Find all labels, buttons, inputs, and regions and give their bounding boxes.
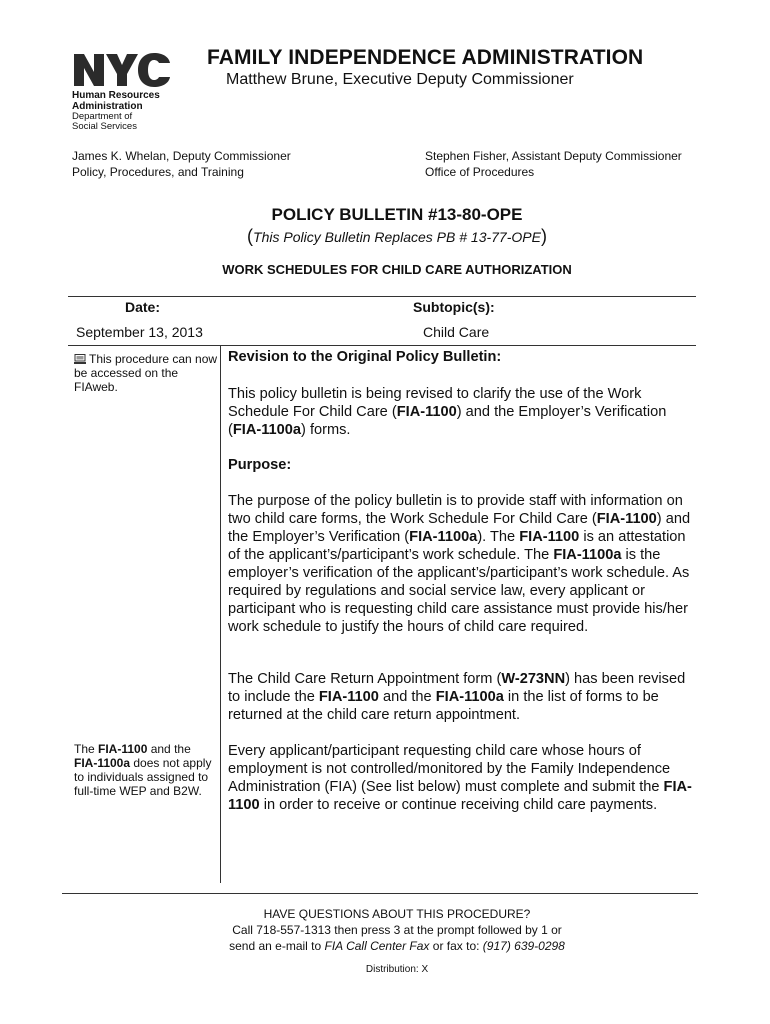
table-top-rule [68,296,696,297]
paragraph-text: This policy bulletin is being revised to clarify the use of the Work Schedule For Child Care ( [228,386,642,420]
paragraph-text: ) has been revised to include the [228,671,686,705]
sidebar-note2-part: and the [147,742,191,756]
nyc-hra-logo [72,52,182,132]
sidebar-note2-part: The [74,742,99,756]
column-divider [220,345,221,883]
distribution-code: Distribution: X [365,964,429,975]
sidebar-note-fiaweb [74,352,224,394]
logo-line-4: Social Services [72,121,137,132]
deputy-commissioner-office: Policy, Procedures, and Training [72,165,244,179]
footer-contact [0,906,770,954]
logo-line-2: Administration [72,101,143,112]
fia-call-center-fax-link[interactable]: FIA Call Center Fax [324,939,430,953]
sidebar-note2-part: does not apply to individuals assigned to full-time WEP and B2W. [74,756,212,798]
form-code: FIA-1100a [553,547,622,563]
computer-icon [74,354,86,364]
form-code: W-273NN [501,671,566,687]
footer-question: HAVE QUESTIONS ABOUT THIS PROCEDURE? [263,907,531,921]
logo-line-1: Human Resources [72,90,160,101]
form-code: FIA-1100a [409,529,478,545]
sidebar-note-fiaweb-text: This procedure can now be accessed on the FIAweb. [74,352,218,394]
purpose-heading: Purpose: [228,457,292,473]
revision-paragraph [228,385,698,439]
footer-text: send an e-mail to [229,939,325,953]
purpose-paragraph [228,492,698,636]
agency-title: FAMILY INDEPENDENCE ADMINISTRATION [207,46,644,69]
assistant-commissioner-office: Office of Procedures [425,165,535,179]
subtopic-value: Child Care [423,324,490,340]
bulletin-note-text: This Policy Bulletin Replaces PB # 13-77-OPE [253,229,541,245]
footer-text: or fax to: [429,939,483,953]
paragraph-text: is the employer’s verification of the applicant’s/participant’s work schedule. As required by regulations and social service law, every applicant or participant who is requesting child care assistance must provide his/her work schedule to justify the hours of child care required. [228,547,690,635]
bulletin-subject: WORK SCHEDULES FOR CHILD CARE AUTHORIZATION [222,262,572,277]
table-header-rule [68,345,696,346]
paragraph-text: in the list of forms to be returned at the child care return appointment. [228,689,659,723]
paragraph-text: ) and the Employer’s Verification ( [228,511,691,545]
fax-number: (917) 639-0298 [482,939,565,953]
bulletin-replaces-note: (This Policy Bulletin Replaces PB # 13-77-OPE) [247,226,547,246]
requirement-paragraph [228,742,698,814]
logo-line-3: Department of [72,111,133,122]
sidebar-note-exemption [74,742,214,798]
commissioner-name: Matthew Brune, Executive Deputy Commissioner [226,71,574,88]
deputy-commissioner-name: James K. Whelan, Deputy Commissioner [72,149,291,163]
form-code: FIA-1100a [435,689,504,705]
date-header: Date: [125,299,161,315]
deputy-commissioner-block [72,148,291,180]
paragraph-text: in order to receive or continue receiving child care payments. [259,797,658,813]
paragraph-text: Every applicant/participant requesting child care whose hours of employment is not controlled/monitored by the Family Independence Administration (FIA) (See list below) must complete and submit the [228,743,671,795]
revision-heading: Revision to the Original Policy Bulletin: [228,349,502,365]
paragraph-text: and the [378,689,436,705]
return-appointment-paragraph [228,670,698,724]
form-code: FIA-1100 [596,511,657,527]
paragraph-text: The purpose of the policy bulletin is to provide staff with information on two child care forms, the Work Schedule For Child Care ( [228,493,683,527]
table-bottom-rule [62,893,698,894]
form-code: FIA-1100 [519,529,580,545]
paragraph-text: is an attestation of the applicant’s/participant’s work schedule. The [228,529,686,563]
sidebar-note2-form: FIA-1100 [98,742,148,756]
nyc-logo-mark [72,52,172,88]
paragraph-text: ). The [477,529,520,545]
footer-email-fax [0,938,770,954]
assistant-commissioner-block [425,148,682,180]
subtopic-header: Subtopic(s): [413,299,495,315]
paragraph-text: The Child Care Return Appointment form ( [228,671,502,687]
footer-phone: Call 718-557-1313 then press 3 at the prompt followed by 1 or [232,923,562,937]
sidebar-note2-form: FIA-1100a [74,756,131,770]
date-value: September 13, 2013 [76,324,203,340]
form-code: FIA-1100a [232,422,302,438]
bulletin-title: POLICY BULLETIN #13-80-OPE [271,205,523,224]
form-code: FIA-1100 [318,689,379,705]
paragraph-text: ) forms. [301,422,351,438]
form-code: FIA-1100 [228,779,692,813]
paragraph-text: ) and the Employer’s Verification ( [228,404,667,438]
form-code: FIA-1100 [396,404,457,420]
assistant-commissioner-name: Stephen Fisher, Assistant Deputy Commissioner [425,149,682,163]
